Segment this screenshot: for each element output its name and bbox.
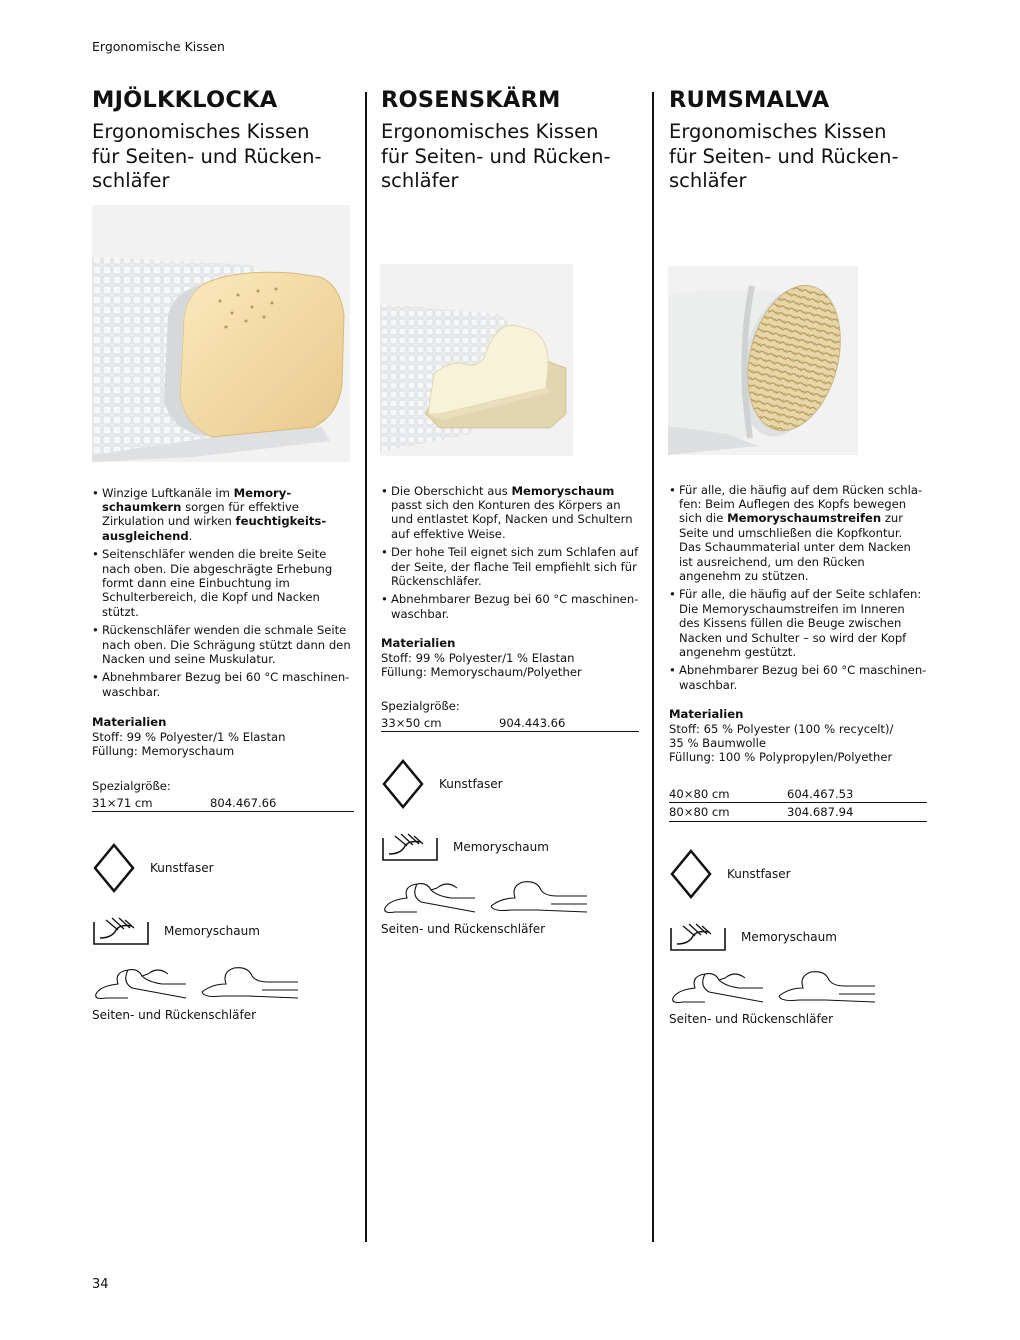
feature-bullet: • Abnehmbarer Bezug bei 60 °C maschinenwaschbar. <box>669 663 927 692</box>
legend-kunstfaser: Kunstfaser <box>669 848 927 900</box>
legend-memoryschaum: Memoryschaum <box>381 832 639 862</box>
sleeper-label: Seiten- und Rückenschläfer <box>381 922 546 937</box>
materials-block: Materialien Stoff: 65 % Polyester (100 % recycelt)/ 35 % Baumwolle Füllung: 100 % Polypropylen/Polyether <box>669 707 894 765</box>
product-name: ROSENSKÄRM <box>381 87 561 113</box>
pillow-photo <box>380 264 573 456</box>
size-block: Spezialgröße: 33×50 cm 904.443.66 <box>381 699 639 732</box>
materials-block: Materialien Stoff: 99 % Polyester/1 % Elastan Füllung: Memoryschaum/Polyether <box>381 636 582 679</box>
size-row: 80×80 cm 304.687.94 <box>669 805 927 821</box>
memory-foam-icon <box>381 832 439 862</box>
sleeper-icon <box>381 876 601 920</box>
feature-bullet: • Für alle, die häufig auf der Seite schlafen: Die Memoryschaumstreifen im Inneren des Kissens füllen die Beuge zwischen Nacken und Schulter – so wird der Kopf angenehm gestützt. <box>669 587 927 659</box>
sleeper-label: Seiten- und Rückenschläfer <box>669 1011 834 1026</box>
memory-foam-icon <box>669 922 727 952</box>
feature-bullet: • Abnehmbarer Bezug bei 60 °C maschinenwaschbar. <box>381 592 639 621</box>
feature-list <box>381 484 639 622</box>
feature-list <box>669 483 927 693</box>
sleeper-icon <box>92 962 312 1006</box>
product-column-rosenskarm <box>381 86 639 936</box>
feature-bullet: • Für alle, die häufig auf dem Rücken schlafen: Beim Auflegen des Kopfs bewegen sich die Memoryschaumstreifen zur Seite und umschließen die Kopfkontur. Das Schaummaterial unter dem Nacken ist ausreichend, um den Rücken angenehm zu stützen. <box>669 483 927 584</box>
product-name: MJÖLKKLOCKA <box>92 87 278 113</box>
product-subtitle: Ergonomisches Kissen für Seiten- und Rücken- schläfer <box>92 120 322 192</box>
diamond-icon <box>92 842 136 894</box>
product-column-rumsmalva <box>669 86 927 1026</box>
legend-memoryschaum: Memoryschaum <box>92 916 354 946</box>
memory-foam-icon <box>92 916 150 946</box>
product-subtitle: Ergonomisches Kissen für Seiten- und Rücken- schläfer <box>669 120 899 192</box>
legend-kunstfaser: Kunstfaser <box>381 758 639 810</box>
product-column-mjolkklocka <box>92 86 354 1022</box>
feature-bullet: • Rückenschläfer wenden die schmale Seite nach oben. Die Schrägung stützt dann den Nacken und seine Muskulatur. <box>92 623 354 666</box>
column-divider <box>652 92 654 1242</box>
sleeper-icon <box>669 966 889 1010</box>
page-number: 34 <box>92 1277 109 1292</box>
size-block <box>669 787 927 822</box>
legend-memoryschaum: Memoryschaum <box>669 922 927 952</box>
size-block: Spezialgröße: 31×71 cm 804.467.66 <box>92 779 354 812</box>
feature-bullet: • Winzige Luftkanäle im Memoryschaumkern sorgen für effektive Zirkulation und wirken feuchtigkeitsausgleichend. <box>92 486 354 544</box>
legend-kunstfaser: Kunstfaser <box>92 842 354 894</box>
product-name: RUMSMALVA <box>669 87 830 113</box>
diamond-icon <box>669 848 713 900</box>
size-row: 33×50 cm 904.443.66 <box>381 716 639 732</box>
feature-bullet: • Die Oberschicht aus Memoryschaum passt sich den Konturen des Körpers an und entlastet Kopf, Nacken und Schultern auf effektive Weise. <box>381 484 639 542</box>
feature-bullet: • Seitenschläfer wenden die breite Seite nach oben. Die abgeschrägte Erhebung formt dann eine Einbuchtung im Schulterbereich, die Kopf und Nacken stützt. <box>92 547 354 619</box>
pillow-photo <box>668 266 858 455</box>
feature-bullet: • Abnehmbarer Bezug bei 60 °C maschinenwaschbar. <box>92 670 354 699</box>
product-subtitle: Ergonomisches Kissen für Seiten- und Rücken- schläfer <box>381 120 611 192</box>
size-row: 31×71 cm 804.467.66 <box>92 796 354 812</box>
materials-block: Materialien Stoff: 99 % Polyester/1 % Elastan Füllung: Memoryschaum <box>92 715 286 758</box>
column-divider <box>365 92 367 1242</box>
sleeper-label: Seiten- und Rückenschläfer <box>92 1008 257 1023</box>
pillow-photo <box>92 205 350 462</box>
section-header: Ergonomische Kissen <box>92 39 225 54</box>
diamond-icon <box>381 758 425 810</box>
size-row: 40×80 cm 604.467.53 <box>669 787 927 803</box>
feature-bullet: • Der hohe Teil eignet sich zum Schlafen auf der Seite, der flache Teil empfiehlt sich für Rückenschläfer. <box>381 545 639 588</box>
feature-list <box>92 486 354 700</box>
